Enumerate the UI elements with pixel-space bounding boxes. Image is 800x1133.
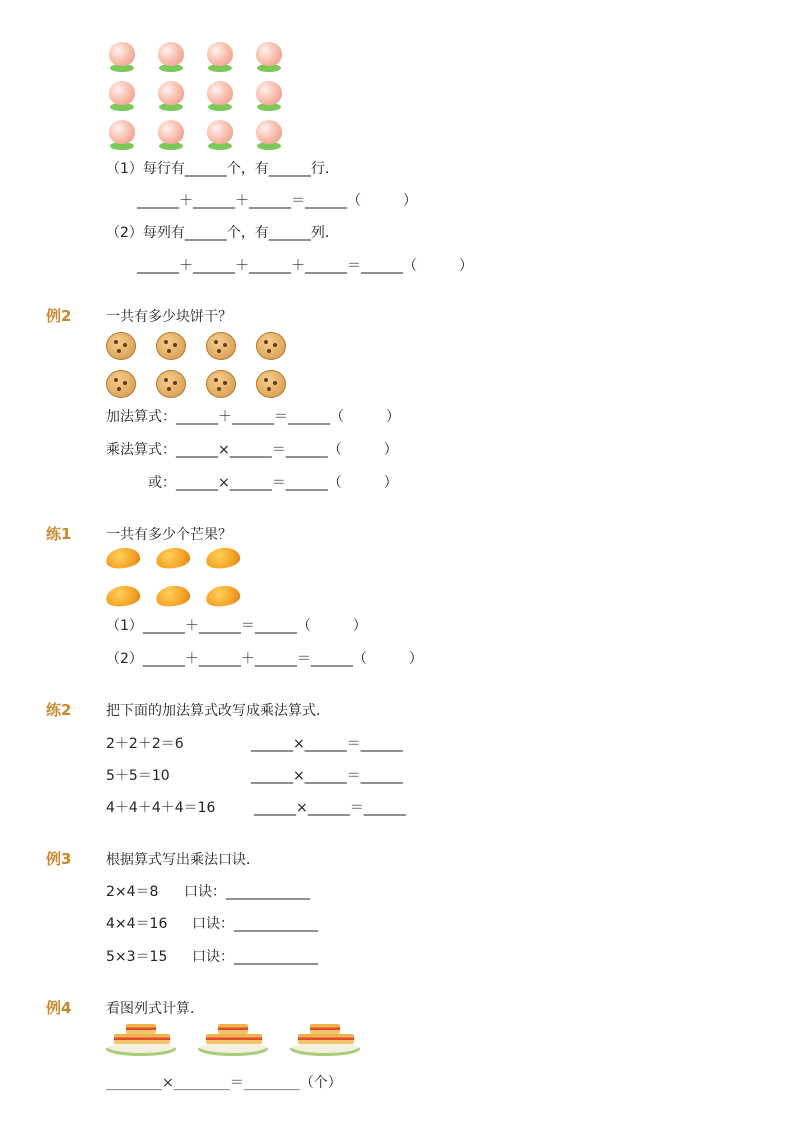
cookie-icon bbox=[106, 332, 136, 360]
peach-icon bbox=[253, 79, 285, 111]
ex2-addition-formula: 加法算式：______＋______＝______（ ） bbox=[106, 409, 400, 425]
ex3-koujue-1: 口诀：____________ bbox=[184, 884, 310, 900]
mango-icon bbox=[205, 546, 241, 571]
peach-equation-2: ______＋______＋______＋______＝______（ ） bbox=[137, 258, 473, 274]
peach-icon bbox=[155, 118, 187, 150]
peach-grid bbox=[106, 40, 285, 150]
peach-icon bbox=[106, 118, 138, 150]
section-label-pr1: 练1 bbox=[46, 525, 72, 543]
pr2-addition-1: 2＋2＋2＝6 bbox=[106, 736, 184, 752]
mango-icon bbox=[105, 584, 141, 609]
mango-icon bbox=[105, 546, 141, 571]
ex3-equation-3: 5×3＝15 bbox=[106, 949, 168, 965]
peach-icon bbox=[204, 118, 236, 150]
ex2-question: 一共有多少块饼干？ bbox=[106, 309, 232, 325]
ex3-equation-1: 2×4＝8 bbox=[106, 884, 159, 900]
cookie-icon bbox=[156, 370, 186, 398]
peach-icon bbox=[106, 79, 138, 111]
section-label-pr2: 练2 bbox=[46, 701, 72, 719]
pr2-multiplication-3: ______×______＝______ bbox=[254, 800, 406, 816]
section-label-ex2: 例2 bbox=[46, 307, 72, 325]
pr2-addition-3: 4＋4＋4＋4＝16 bbox=[106, 800, 216, 816]
sandwich-plate-icon bbox=[106, 1020, 176, 1060]
sandwich-plate-icon bbox=[290, 1020, 360, 1060]
ex3-koujue-3: 口诀：____________ bbox=[192, 949, 318, 965]
ex4-question: 看图列式计算． bbox=[106, 1001, 204, 1017]
ex3-koujue-2: 口诀：____________ bbox=[192, 916, 318, 932]
section-label-ex3: 例3 bbox=[46, 850, 72, 868]
peach-icon bbox=[204, 79, 236, 111]
mango-icon bbox=[155, 584, 191, 609]
cookie-icon bbox=[206, 370, 236, 398]
cookie-icon bbox=[106, 370, 136, 398]
mango-icon bbox=[205, 584, 241, 609]
pr1-question: 一共有多少个芒果？ bbox=[106, 527, 232, 543]
sandwich-plate-icon bbox=[198, 1020, 268, 1060]
peach-icon bbox=[155, 79, 187, 111]
ex3-question: 根据算式写出乘法口诀． bbox=[106, 852, 260, 868]
peach-question-1: （1）每行有______个，有______行． bbox=[106, 161, 339, 177]
cookie-icon bbox=[256, 332, 286, 360]
ex3-equation-2: 4×4＝16 bbox=[106, 916, 168, 932]
cookie-grid bbox=[106, 332, 286, 398]
mango-icon bbox=[155, 546, 191, 571]
cookie-icon bbox=[206, 332, 236, 360]
peach-icon bbox=[253, 40, 285, 72]
cookie-icon bbox=[256, 370, 286, 398]
ex2-or-formula: 或：______×______＝______（ ） bbox=[148, 475, 398, 491]
peach-icon bbox=[155, 40, 187, 72]
cookie-icon bbox=[156, 332, 186, 360]
section-label-ex4: 例4 bbox=[46, 999, 72, 1017]
peach-question-2: （2）每列有______个，有______列． bbox=[106, 225, 339, 241]
pr1-answer-1: （1）______＋______＝______（ ） bbox=[106, 618, 367, 634]
pr2-multiplication-1: ______×______＝______ bbox=[251, 736, 403, 752]
pr1-answer-2: （2）______＋______＋______＝______（ ） bbox=[106, 651, 423, 667]
peach-equation-1: ______＋______＋______＝______（ ） bbox=[137, 193, 417, 209]
pr2-addition-2: 5＋5＝10 bbox=[106, 768, 170, 784]
ex4-answer: ________×________＝________（个） bbox=[106, 1075, 342, 1091]
peach-icon bbox=[204, 40, 236, 72]
pr2-question: 把下面的加法算式改写成乘法算式． bbox=[106, 703, 330, 719]
peach-icon bbox=[253, 118, 285, 150]
peach-icon bbox=[106, 40, 138, 72]
ex2-multiplication-formula: 乘法算式：______×______＝______（ ） bbox=[106, 442, 398, 458]
pr2-multiplication-2: ______×______＝______ bbox=[251, 768, 403, 784]
mango-grid bbox=[106, 548, 240, 606]
